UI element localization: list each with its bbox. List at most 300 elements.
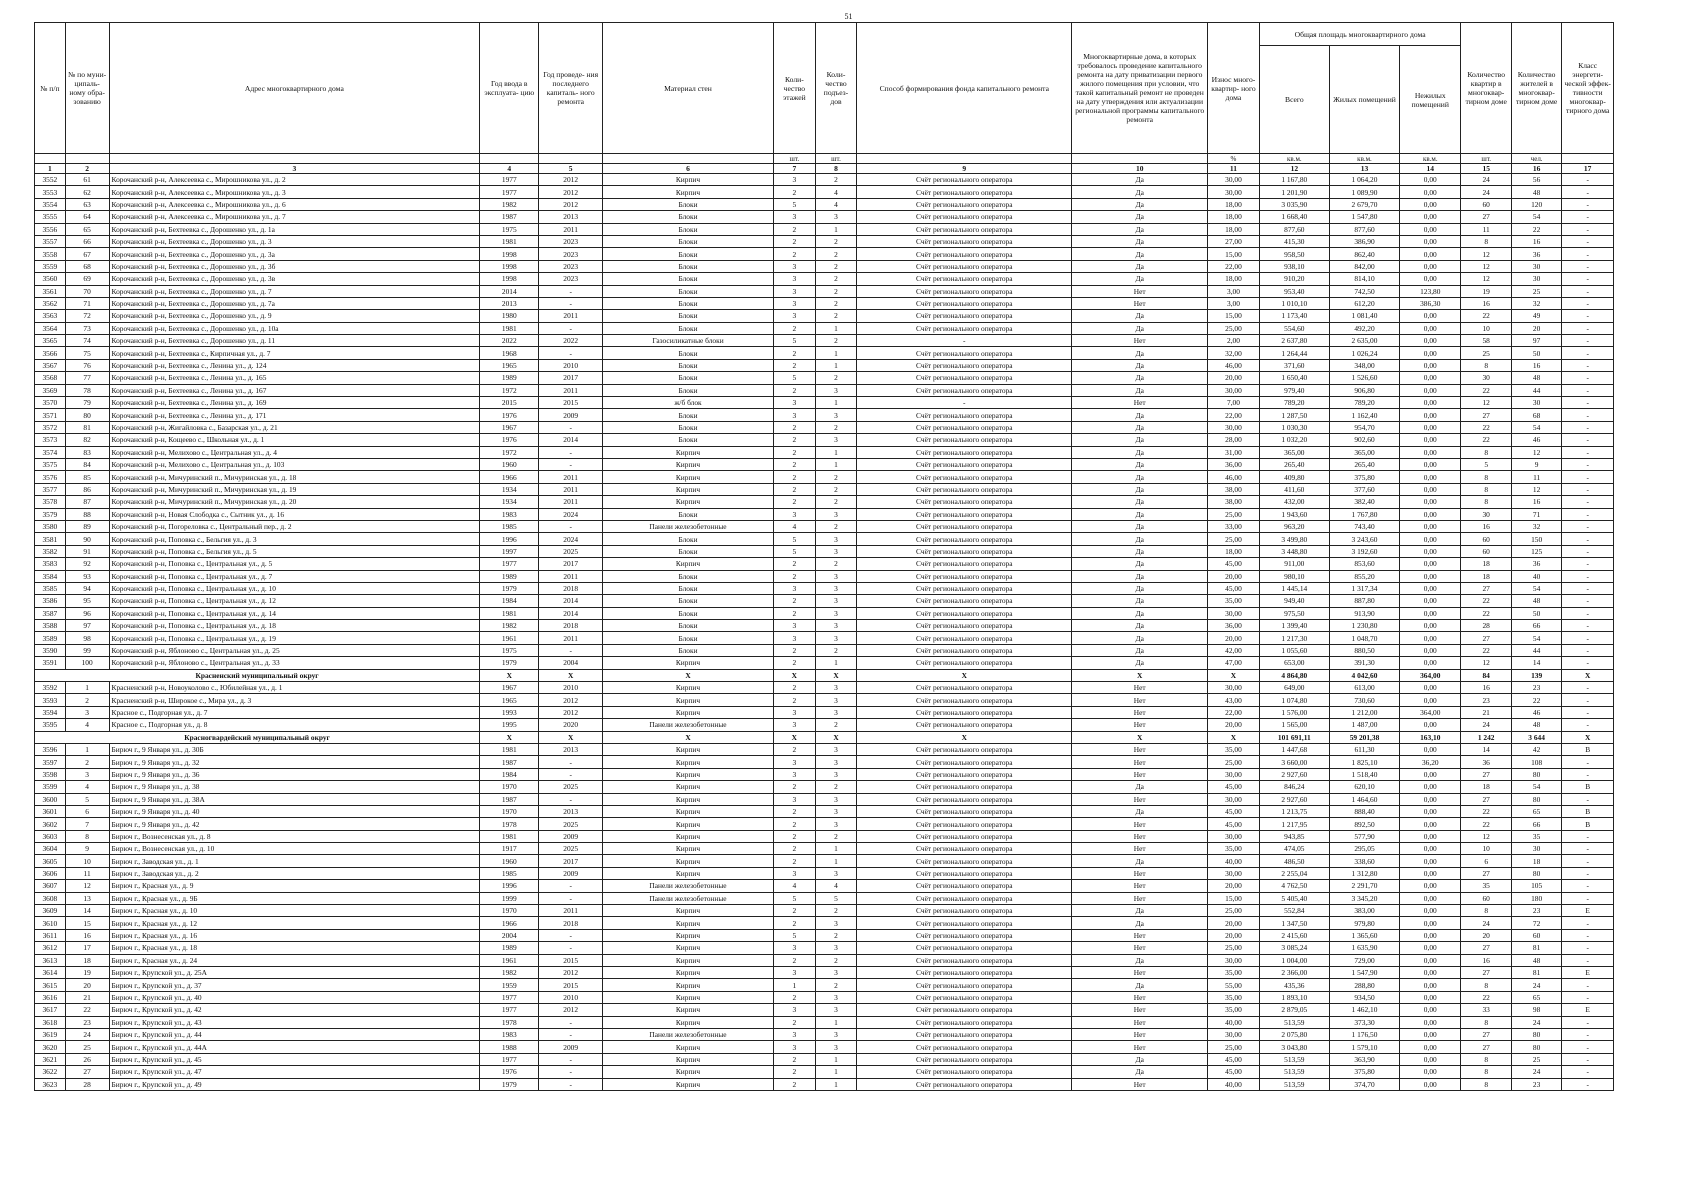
cell-flats: 12 [1461, 248, 1511, 260]
table-row [35, 235, 1614, 247]
cell-wear: 18,00 [1208, 211, 1260, 223]
cell-area-living: 391,30 [1329, 657, 1399, 669]
cell-residents: 32 [1511, 520, 1561, 532]
table-row [35, 719, 1614, 731]
cell-row-number: 3577 [35, 483, 66, 495]
cell-energy-class: В [1562, 743, 1614, 755]
cell-flats: 33 [1461, 1004, 1511, 1016]
cell-energy-class: - [1562, 397, 1614, 409]
cell-entrances: 2 [815, 335, 857, 347]
cell-entrances: 1 [815, 843, 857, 855]
cell-energy-class: - [1562, 508, 1614, 520]
cell-flats: 12 [1461, 260, 1511, 272]
cell-repair-required: Да [1072, 545, 1208, 557]
cell-entrances: 3 [815, 1041, 857, 1053]
unit-flats: шт. [1461, 154, 1511, 164]
cell-wall-material: Блоки [602, 223, 773, 235]
cell-wear: 36,00 [1208, 620, 1260, 632]
cell-floors: 3 [774, 1028, 816, 1040]
table-row [35, 905, 1614, 917]
cell-area-living: 906,80 [1329, 384, 1399, 396]
cell-area-total: 1 213,75 [1259, 805, 1329, 817]
cell-year-repair: - [539, 458, 603, 470]
cell-area-total: 1 032,20 [1259, 434, 1329, 446]
cell-address: Бирюч г., Крупской ул., д. 25А [109, 967, 480, 979]
table-row [35, 347, 1614, 359]
cell-entrances: 2 [815, 174, 857, 186]
cell-floors: 2 [774, 1053, 816, 1065]
cell-year-built: 1972 [480, 446, 539, 458]
cell-floors: 3 [774, 719, 816, 731]
cell-entrances: 1 [815, 1053, 857, 1065]
cell-wall-material: Кирпич [602, 1016, 773, 1028]
cell-address: Корочанский р-н, Бехтеевка с., Ленина ул., д. 167 [109, 384, 480, 396]
cell-row-number: 3562 [35, 297, 66, 309]
cell-area-nonliving: 0,00 [1400, 867, 1461, 879]
cell-wear: 30,00 [1208, 186, 1260, 198]
cell-area-living: 880,50 [1329, 644, 1399, 656]
cell-residents: 56 [1511, 174, 1561, 186]
cell-area-living: 377,60 [1329, 483, 1399, 495]
cell-area-living: 1 317,34 [1329, 582, 1399, 594]
table-row [35, 174, 1614, 186]
cell-wall-material: Блоки [602, 620, 773, 632]
cell-muni-number: 86 [65, 483, 109, 495]
cell-wear: 38,00 [1208, 483, 1260, 495]
cell-row-number: 3554 [35, 198, 66, 210]
cell-area-total: 4 762,50 [1259, 880, 1329, 892]
cell-residents: 42 [1511, 743, 1561, 755]
cell-address: Бирюч г., Красная ул., д. 18 [109, 942, 480, 954]
cell-wall-material: Кирпич [602, 905, 773, 917]
cell-row-number: 3568 [35, 372, 66, 384]
cell-repair-required: Да [1072, 508, 1208, 520]
cell-floors: 2 [774, 917, 816, 929]
cell-wear: 3,00 [1208, 297, 1260, 309]
cell-energy-class: - [1562, 954, 1614, 966]
cell-area-living: 612,20 [1329, 297, 1399, 309]
cell-address: Бирюч г., 9 Января ул., д. 38А [109, 793, 480, 805]
cell-muni-number: 16 [65, 929, 109, 941]
cell-area-living: 1 462,10 [1329, 1004, 1399, 1016]
cell-address: Корочанский р-н, Бехтеевка с., Ленина ул., д. 171 [109, 409, 480, 421]
cell-area-living: 913,90 [1329, 607, 1399, 619]
cell-entrances: 2 [815, 421, 857, 433]
cell-wear: 32,00 [1208, 347, 1260, 359]
cell-wear: 20,00 [1208, 719, 1260, 731]
cell-address: Бирюч г., Красная ул., д. 24 [109, 954, 480, 966]
cell-residents: 48 [1511, 186, 1561, 198]
cell-area-total: 2 366,00 [1259, 967, 1329, 979]
cell-energy-class: - [1562, 1053, 1614, 1065]
col-number: 12 [1259, 164, 1329, 174]
cell-residents: 50 [1511, 607, 1561, 619]
cell-area-living: 386,90 [1329, 235, 1399, 247]
cell-year-repair: - [539, 421, 603, 433]
cell-area-nonliving: 0,00 [1400, 818, 1461, 830]
cell-year-built: 1979 [480, 582, 539, 594]
cell-fund-method: - [857, 397, 1072, 409]
cell-area-nonliving: 0,00 [1400, 520, 1461, 532]
cell-address: Бирюч г., Красная ул., д. 10 [109, 905, 480, 917]
cell-area-total: 365,00 [1259, 446, 1329, 458]
cell-address: Корочанский р-н, Бехтеевка с., Кирпичная ул., д. 7 [109, 347, 480, 359]
cell-wear: 46,00 [1208, 471, 1260, 483]
cell-area-nonliving: 0,00 [1400, 508, 1461, 520]
header-area-group: Общая площадь многоквартирного дома [1259, 23, 1461, 46]
cell-area-nonliving: 0,00 [1400, 409, 1461, 421]
cell-area-living: 1 547,90 [1329, 967, 1399, 979]
cell-residents: 30 [1511, 273, 1561, 285]
cell-energy-class: - [1562, 917, 1614, 929]
cell-year-repair: 2009 [539, 867, 603, 879]
cell-floors: 3 [774, 273, 816, 285]
cell-area-living: 577,90 [1329, 830, 1399, 842]
cell-wall-material: Газосиликатные блоки [602, 335, 773, 347]
col-number: 2 [65, 164, 109, 174]
cell-floors: 2 [774, 186, 816, 198]
cell-flats: 60 [1461, 545, 1511, 557]
cell-year-repair: 2014 [539, 595, 603, 607]
cell-year-repair: 2011 [539, 905, 603, 917]
cell-muni-number: 10 [65, 855, 109, 867]
cell-floors: 2 [774, 830, 816, 842]
cell-muni-number: 73 [65, 322, 109, 334]
cell-muni-number: 22 [65, 1004, 109, 1016]
cell-row-number: 3553 [35, 186, 66, 198]
cell-flats: 8 [1461, 1066, 1511, 1078]
cell-wall-material: Блоки [602, 421, 773, 433]
cell-floors: 2 [774, 421, 816, 433]
table-row [35, 979, 1614, 991]
cell-fund-method: Счёт регионального оператора [857, 843, 1072, 855]
cell-entrances: 1 [815, 446, 857, 458]
cell-entrances: 4 [815, 880, 857, 892]
cell-address: Корочанский р-н, Бехтеевка с., Ленина ул., д. 165 [109, 372, 480, 384]
cell-wall-material: Кирпич [602, 1066, 773, 1078]
table-row [35, 545, 1614, 557]
col-number: 13 [1329, 164, 1399, 174]
table-row [35, 917, 1614, 929]
group-cell-floors: X [774, 669, 816, 681]
cell-address: Корочанский р-н, Алексеевка с., Мирошникова ул., д. 6 [109, 198, 480, 210]
cell-address: Бирюч г., 9 Января ул., д. 36 [109, 768, 480, 780]
cell-area-living: 492,20 [1329, 322, 1399, 334]
cell-wear: 55,00 [1208, 979, 1260, 991]
cell-row-number: 3600 [35, 793, 66, 805]
cell-area-nonliving: 0,00 [1400, 359, 1461, 371]
cell-wear: 35,00 [1208, 743, 1260, 755]
cell-entrances: 3 [815, 409, 857, 421]
cell-area-nonliving: 0,00 [1400, 620, 1461, 632]
cell-area-total: 409,80 [1259, 471, 1329, 483]
cell-row-number: 3594 [35, 706, 66, 718]
cell-year-built: 1983 [480, 1028, 539, 1040]
cell-row-number: 3576 [35, 471, 66, 483]
cell-area-nonliving: 0,00 [1400, 483, 1461, 495]
cell-muni-number: 95 [65, 595, 109, 607]
cell-fund-method: Счёт регионального оператора [857, 942, 1072, 954]
cell-flats: 8 [1461, 1078, 1511, 1090]
cell-area-nonliving: 0,00 [1400, 223, 1461, 235]
cell-wall-material: Кирпич [602, 496, 773, 508]
col-number: 1 [35, 164, 66, 174]
cell-wall-material: Кирпич [602, 967, 773, 979]
table-row [35, 620, 1614, 632]
cell-wear: 18,00 [1208, 273, 1260, 285]
cell-entrances: 3 [815, 1004, 857, 1016]
cell-address: Бирюч г., Заводская ул., д. 2 [109, 867, 480, 879]
cell-repair-required: Нет [1072, 818, 1208, 830]
cell-address: Корочанский р-н, Мичуринский п., Мичуринская ул., д. 19 [109, 483, 480, 495]
cell-residents: 125 [1511, 545, 1561, 557]
group-cell-residents: 139 [1511, 669, 1561, 681]
cell-wear: 28,00 [1208, 434, 1260, 446]
cell-area-nonliving: 0,00 [1400, 793, 1461, 805]
cell-residents: 71 [1511, 508, 1561, 520]
cell-wall-material: Панели железобетонные [602, 892, 773, 904]
cell-area-living: 1 230,80 [1329, 620, 1399, 632]
cell-fund-method: Счёт регионального оператора [857, 991, 1072, 1003]
cell-flats: 19 [1461, 285, 1511, 297]
header-floors: Коли- чество этажей [774, 23, 816, 154]
cell-repair-required: Да [1072, 421, 1208, 433]
cell-year-built: 1934 [480, 496, 539, 508]
cell-address: Корочанский р-н, Поповка с., Центральная ул., д. 5 [109, 558, 480, 570]
cell-area-living: 1 365,60 [1329, 929, 1399, 941]
cell-year-built: 1997 [480, 545, 539, 557]
cell-year-built: 1961 [480, 954, 539, 966]
cell-row-number: 3567 [35, 359, 66, 371]
cell-fund-method: Счёт регионального оператора [857, 706, 1072, 718]
unit-area-living: кв.м. [1329, 154, 1399, 164]
cell-wall-material: Блоки [602, 211, 773, 223]
cell-muni-number: 88 [65, 508, 109, 520]
cell-area-nonliving: 0,00 [1400, 545, 1461, 557]
cell-residents: 16 [1511, 359, 1561, 371]
cell-flats: 21 [1461, 706, 1511, 718]
cell-fund-method: Счёт регионального оператора [857, 186, 1072, 198]
cell-repair-required: Да [1072, 533, 1208, 545]
cell-fund-method: Счёт регионального оператора [857, 570, 1072, 582]
cell-address: Бирюч г., 9 Января ул., д. 40 [109, 805, 480, 817]
table-row [35, 1078, 1614, 1090]
table-row [35, 458, 1614, 470]
cell-fund-method: Счёт регионального оператора [857, 174, 1072, 186]
cell-wall-material: Блоки [602, 582, 773, 594]
col-number: 10 [1072, 164, 1208, 174]
cell-wall-material: Кирпич [602, 942, 773, 954]
table-row [35, 830, 1614, 842]
cell-energy-class: В [1562, 781, 1614, 793]
cell-floors: 2 [774, 694, 816, 706]
cell-muni-number: 75 [65, 347, 109, 359]
cell-address: Бирюч г., 9 Января ул., д. 38 [109, 781, 480, 793]
cell-repair-required: Да [1072, 781, 1208, 793]
cell-area-nonliving: 0,00 [1400, 781, 1461, 793]
cell-entrances: 3 [815, 582, 857, 594]
cell-flats: 27 [1461, 1041, 1511, 1053]
cell-flats: 27 [1461, 211, 1511, 223]
cell-repair-required: Да [1072, 186, 1208, 198]
cell-entrances: 1 [815, 1066, 857, 1078]
cell-year-repair: 2012 [539, 198, 603, 210]
cell-area-total: 979,40 [1259, 384, 1329, 396]
cell-year-repair: - [539, 1028, 603, 1040]
cell-area-living: 611,30 [1329, 743, 1399, 755]
cell-year-built: 1970 [480, 781, 539, 793]
cell-repair-required: Да [1072, 310, 1208, 322]
cell-area-total: 1 445,14 [1259, 582, 1329, 594]
cell-fund-method: Счёт регионального оператора [857, 743, 1072, 755]
cell-flats: 22 [1461, 607, 1511, 619]
cell-year-repair: 2014 [539, 434, 603, 446]
cell-area-nonliving: 0,00 [1400, 335, 1461, 347]
cell-muni-number: 23 [65, 1016, 109, 1028]
cell-year-repair: 2012 [539, 1004, 603, 1016]
cell-row-number: 3583 [35, 558, 66, 570]
cell-area-nonliving: 0,00 [1400, 682, 1461, 694]
cell-residents: 98 [1511, 1004, 1561, 1016]
group-cell-repair-required: X [1072, 669, 1208, 681]
cell-area-total: 2 927,60 [1259, 768, 1329, 780]
cell-wear: 31,00 [1208, 446, 1260, 458]
cell-year-repair: - [539, 793, 603, 805]
cell-wall-material: Блоки [602, 347, 773, 359]
cell-residents: 12 [1511, 483, 1561, 495]
cell-wear: 20,00 [1208, 632, 1260, 644]
col-number: 3 [109, 164, 480, 174]
cell-row-number: 3575 [35, 458, 66, 470]
cell-year-repair: 2025 [539, 843, 603, 855]
cell-floors: 5 [774, 335, 816, 347]
housing-registry-table-wrapper [34, 22, 1614, 1091]
cell-residents: 54 [1511, 781, 1561, 793]
cell-fund-method: Счёт регионального оператора [857, 347, 1072, 359]
cell-fund-method: Счёт регионального оператора [857, 818, 1072, 830]
cell-row-number: 3586 [35, 595, 66, 607]
cell-muni-number: 2 [65, 756, 109, 768]
cell-entrances: 2 [815, 310, 857, 322]
cell-wear: 25,00 [1208, 533, 1260, 545]
cell-year-built: 1998 [480, 273, 539, 285]
cell-area-nonliving: 0,00 [1400, 322, 1461, 334]
cell-year-built: 1981 [480, 830, 539, 842]
cell-area-nonliving: 0,00 [1400, 235, 1461, 247]
cell-year-repair: 2018 [539, 917, 603, 929]
cell-area-living: 853,60 [1329, 558, 1399, 570]
cell-address: Корочанский р-н, Бехтеевка с., Дорошенко ул., д. 7а [109, 297, 480, 309]
cell-wall-material: Кирпич [602, 867, 773, 879]
cell-residents: 54 [1511, 582, 1561, 594]
cell-flats: 10 [1461, 322, 1511, 334]
table-row [35, 558, 1614, 570]
cell-energy-class: - [1562, 793, 1614, 805]
cell-flats: 20 [1461, 929, 1511, 941]
cell-flats: 27 [1461, 793, 1511, 805]
cell-repair-required: Да [1072, 496, 1208, 508]
cell-wear: 30,00 [1208, 384, 1260, 396]
cell-year-repair: 2017 [539, 372, 603, 384]
cell-floors: 2 [774, 458, 816, 470]
cell-repair-required: Да [1072, 174, 1208, 186]
cell-fund-method: Счёт регионального оператора [857, 620, 1072, 632]
cell-address: Корочанский р-н, Поповка с., Бельгия ул., д. 3 [109, 533, 480, 545]
cell-energy-class: - [1562, 359, 1614, 371]
cell-wear: 46,00 [1208, 359, 1260, 371]
cell-year-repair: - [539, 285, 603, 297]
cell-muni-number: 13 [65, 892, 109, 904]
cell-energy-class: - [1562, 335, 1614, 347]
cell-row-number: 3613 [35, 954, 66, 966]
cell-flats: 27 [1461, 867, 1511, 879]
cell-row-number: 3608 [35, 892, 66, 904]
cell-fund-method: Счёт регионального оператора [857, 434, 1072, 446]
cell-residents: 24 [1511, 1016, 1561, 1028]
cell-year-built: 1989 [480, 372, 539, 384]
cell-wear: 20,00 [1208, 880, 1260, 892]
cell-fund-method: Счёт регионального оператора [857, 1028, 1072, 1040]
cell-flats: 8 [1461, 979, 1511, 991]
cell-residents: 54 [1511, 211, 1561, 223]
cell-residents: 54 [1511, 421, 1561, 433]
cell-wear: 45,00 [1208, 805, 1260, 817]
units-row [35, 154, 1614, 164]
cell-area-living: 613,00 [1329, 682, 1399, 694]
cell-energy-class: - [1562, 682, 1614, 694]
cell-floors: 2 [774, 991, 816, 1003]
cell-area-living: 1 825,10 [1329, 756, 1399, 768]
cell-row-number: 3560 [35, 273, 66, 285]
cell-year-built: 1988 [480, 1041, 539, 1053]
cell-wear: 3,00 [1208, 285, 1260, 297]
cell-area-total: 415,30 [1259, 235, 1329, 247]
cell-year-built: 1966 [480, 917, 539, 929]
cell-wall-material: Блоки [602, 384, 773, 396]
group-cell-area-living: 59 201,38 [1329, 731, 1399, 743]
cell-address: Бирюч г., Крупской ул., д. 49 [109, 1078, 480, 1090]
cell-wall-material: Кирпич [602, 805, 773, 817]
cell-area-living: 743,40 [1329, 520, 1399, 532]
cell-entrances: 3 [815, 533, 857, 545]
cell-entrances: 3 [815, 607, 857, 619]
cell-year-repair: - [539, 892, 603, 904]
cell-year-repair: 2011 [539, 483, 603, 495]
group-cell-fund-method: X [857, 731, 1072, 743]
cell-fund-method: Счёт регионального оператора [857, 657, 1072, 669]
cell-wall-material: Блоки [602, 434, 773, 446]
cell-floors: 5 [774, 545, 816, 557]
cell-row-number: 3569 [35, 384, 66, 396]
table-row [35, 496, 1614, 508]
group-cell-area-total: 4 864,80 [1259, 669, 1329, 681]
cell-wall-material: Блоки [602, 570, 773, 582]
cell-muni-number: 11 [65, 867, 109, 879]
cell-row-number: 3564 [35, 322, 66, 334]
cell-year-built: 1984 [480, 768, 539, 780]
cell-repair-required: Да [1072, 223, 1208, 235]
cell-floors: 2 [774, 1078, 816, 1090]
cell-area-total: 943,85 [1259, 830, 1329, 842]
table-row [35, 570, 1614, 582]
cell-wear: 25,00 [1208, 322, 1260, 334]
cell-repair-required: Да [1072, 434, 1208, 446]
cell-floors: 5 [774, 372, 816, 384]
group-cell-repair-required: X [1072, 731, 1208, 743]
cell-fund-method: Счёт регионального оператора [857, 632, 1072, 644]
cell-area-nonliving: 0,00 [1400, 211, 1461, 223]
cell-wall-material: Блоки [602, 285, 773, 297]
